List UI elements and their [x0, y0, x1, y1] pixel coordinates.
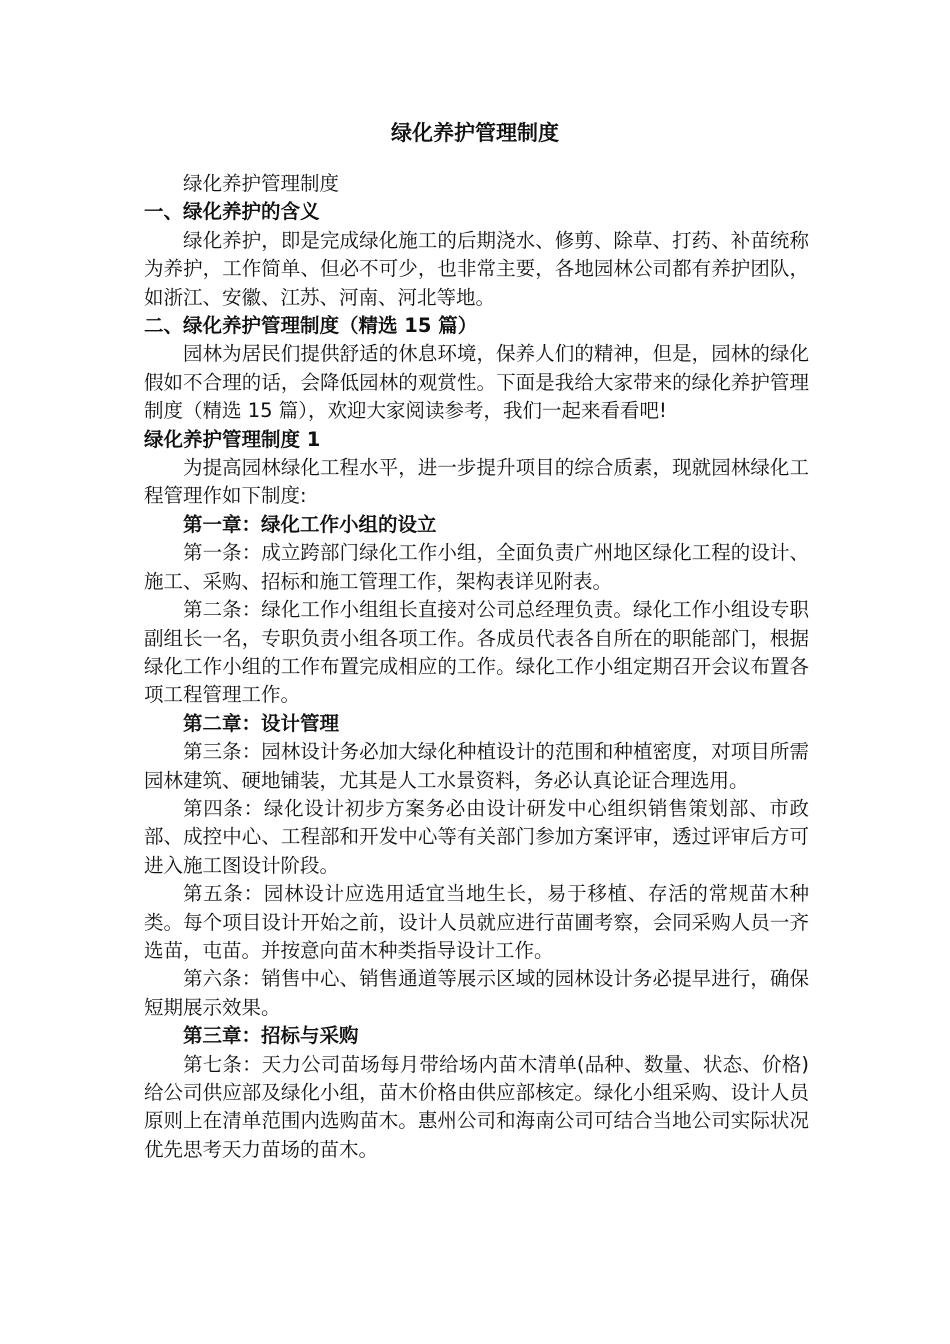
body-paragraph: 为提高园林绿化工程水平，进一步提升项目的综合质素，现就园林绿化工程管理作如下制度:: [144, 456, 809, 508]
section-heading: 一、绿化养护的含义: [144, 200, 320, 224]
chapter-heading: 第二章：设计管理: [183, 711, 340, 735]
section-heading: 绿化养护管理制度 1: [144, 427, 321, 451]
body-paragraph: 第五条：园林设计应选用适宜当地生长，易于移植、存活的常规苗木种类。每个项目设计开始之前，设计人员就应进行苗圃考察，会同采购人员一齐选苗，屯苗。并按意向苗木种类指导设计工作。: [144, 882, 809, 962]
body-paragraph: 第二条：绿化工作小组组长直接对公司总经理负责。绿化工作小组设专职副组长一名，专职负责小组各项工作。各成员代表各自所在的职能部门，根据绿化工作小组的工作布置完成相应的工作。绿化工作小组定期召开会议布置各项工程管理工作。: [144, 598, 809, 707]
body-paragraph: 第三条：园林设计务必加大绿化种植设计的范围和种植密度，对项目所需园林建筑、硬地铺装，尤其是人工水景资料，务必认真论证合理选用。: [144, 740, 809, 792]
document-title: 绿化养护管理制度: [391, 121, 559, 145]
body-paragraph: 绿化养护，即是完成绿化施工的后期浇水、修剪、除草、打药、补苗统称为养护，工作简单、但必不可少，也非常主要，各地园林公司都有养护团队，如浙江、安徽、江苏、河南、河北等地。: [144, 228, 809, 309]
body-paragraph: 绿化养护管理制度: [183, 172, 340, 195]
body-paragraph: 第七条：天力公司苗场每月带给场内苗木清单(品种、数量、状态、价格)给公司供应部及绿化小组，苗木价格由供应部核定。绿化小组采购、设计人员原则上在清单范围内选购苗木。惠州公司和海南公司可结合当地公司实际状况优先思考天力苗场的苗木。: [144, 1052, 809, 1161]
body-paragraph: 第六条：销售中心、销售通道等展示区域的园林设计务必提早进行，确保短期展示效果。: [144, 967, 809, 1019]
body-paragraph: 第一条：成立跨部门绿化工作小组，全面负责广州地区绿化工程的设计、施工、采购、招标和施工管理工作，架构表详见附表。: [144, 541, 809, 593]
body-paragraph: 第四条：绿化设计初步方案务必由设计研发中心组织销售策划部、市政部、成控中心、工程部和开发中心等有关部门参加方案评审，透过评审后方可进入施工图设计阶段。: [144, 796, 809, 877]
section-heading: 二、绿化养护管理制度（精选 15 篇）: [144, 314, 478, 338]
document-body: [144, 170, 809, 1164]
chapter-heading: 第三章：招标与采购: [183, 1024, 359, 1048]
body-paragraph: 园林为居民们提供舒适的休息环境，保养人们的精神，但是，园林的绿化假如不合理的话，会降低园林的观赏性。下面是我给大家带来的绿化养护管理制度（精选 15 篇），欢迎大家阅读参考，我们一起来看看吧!: [144, 342, 809, 423]
chapter-heading: 第一章：绿化工作小组的设立: [183, 512, 437, 536]
